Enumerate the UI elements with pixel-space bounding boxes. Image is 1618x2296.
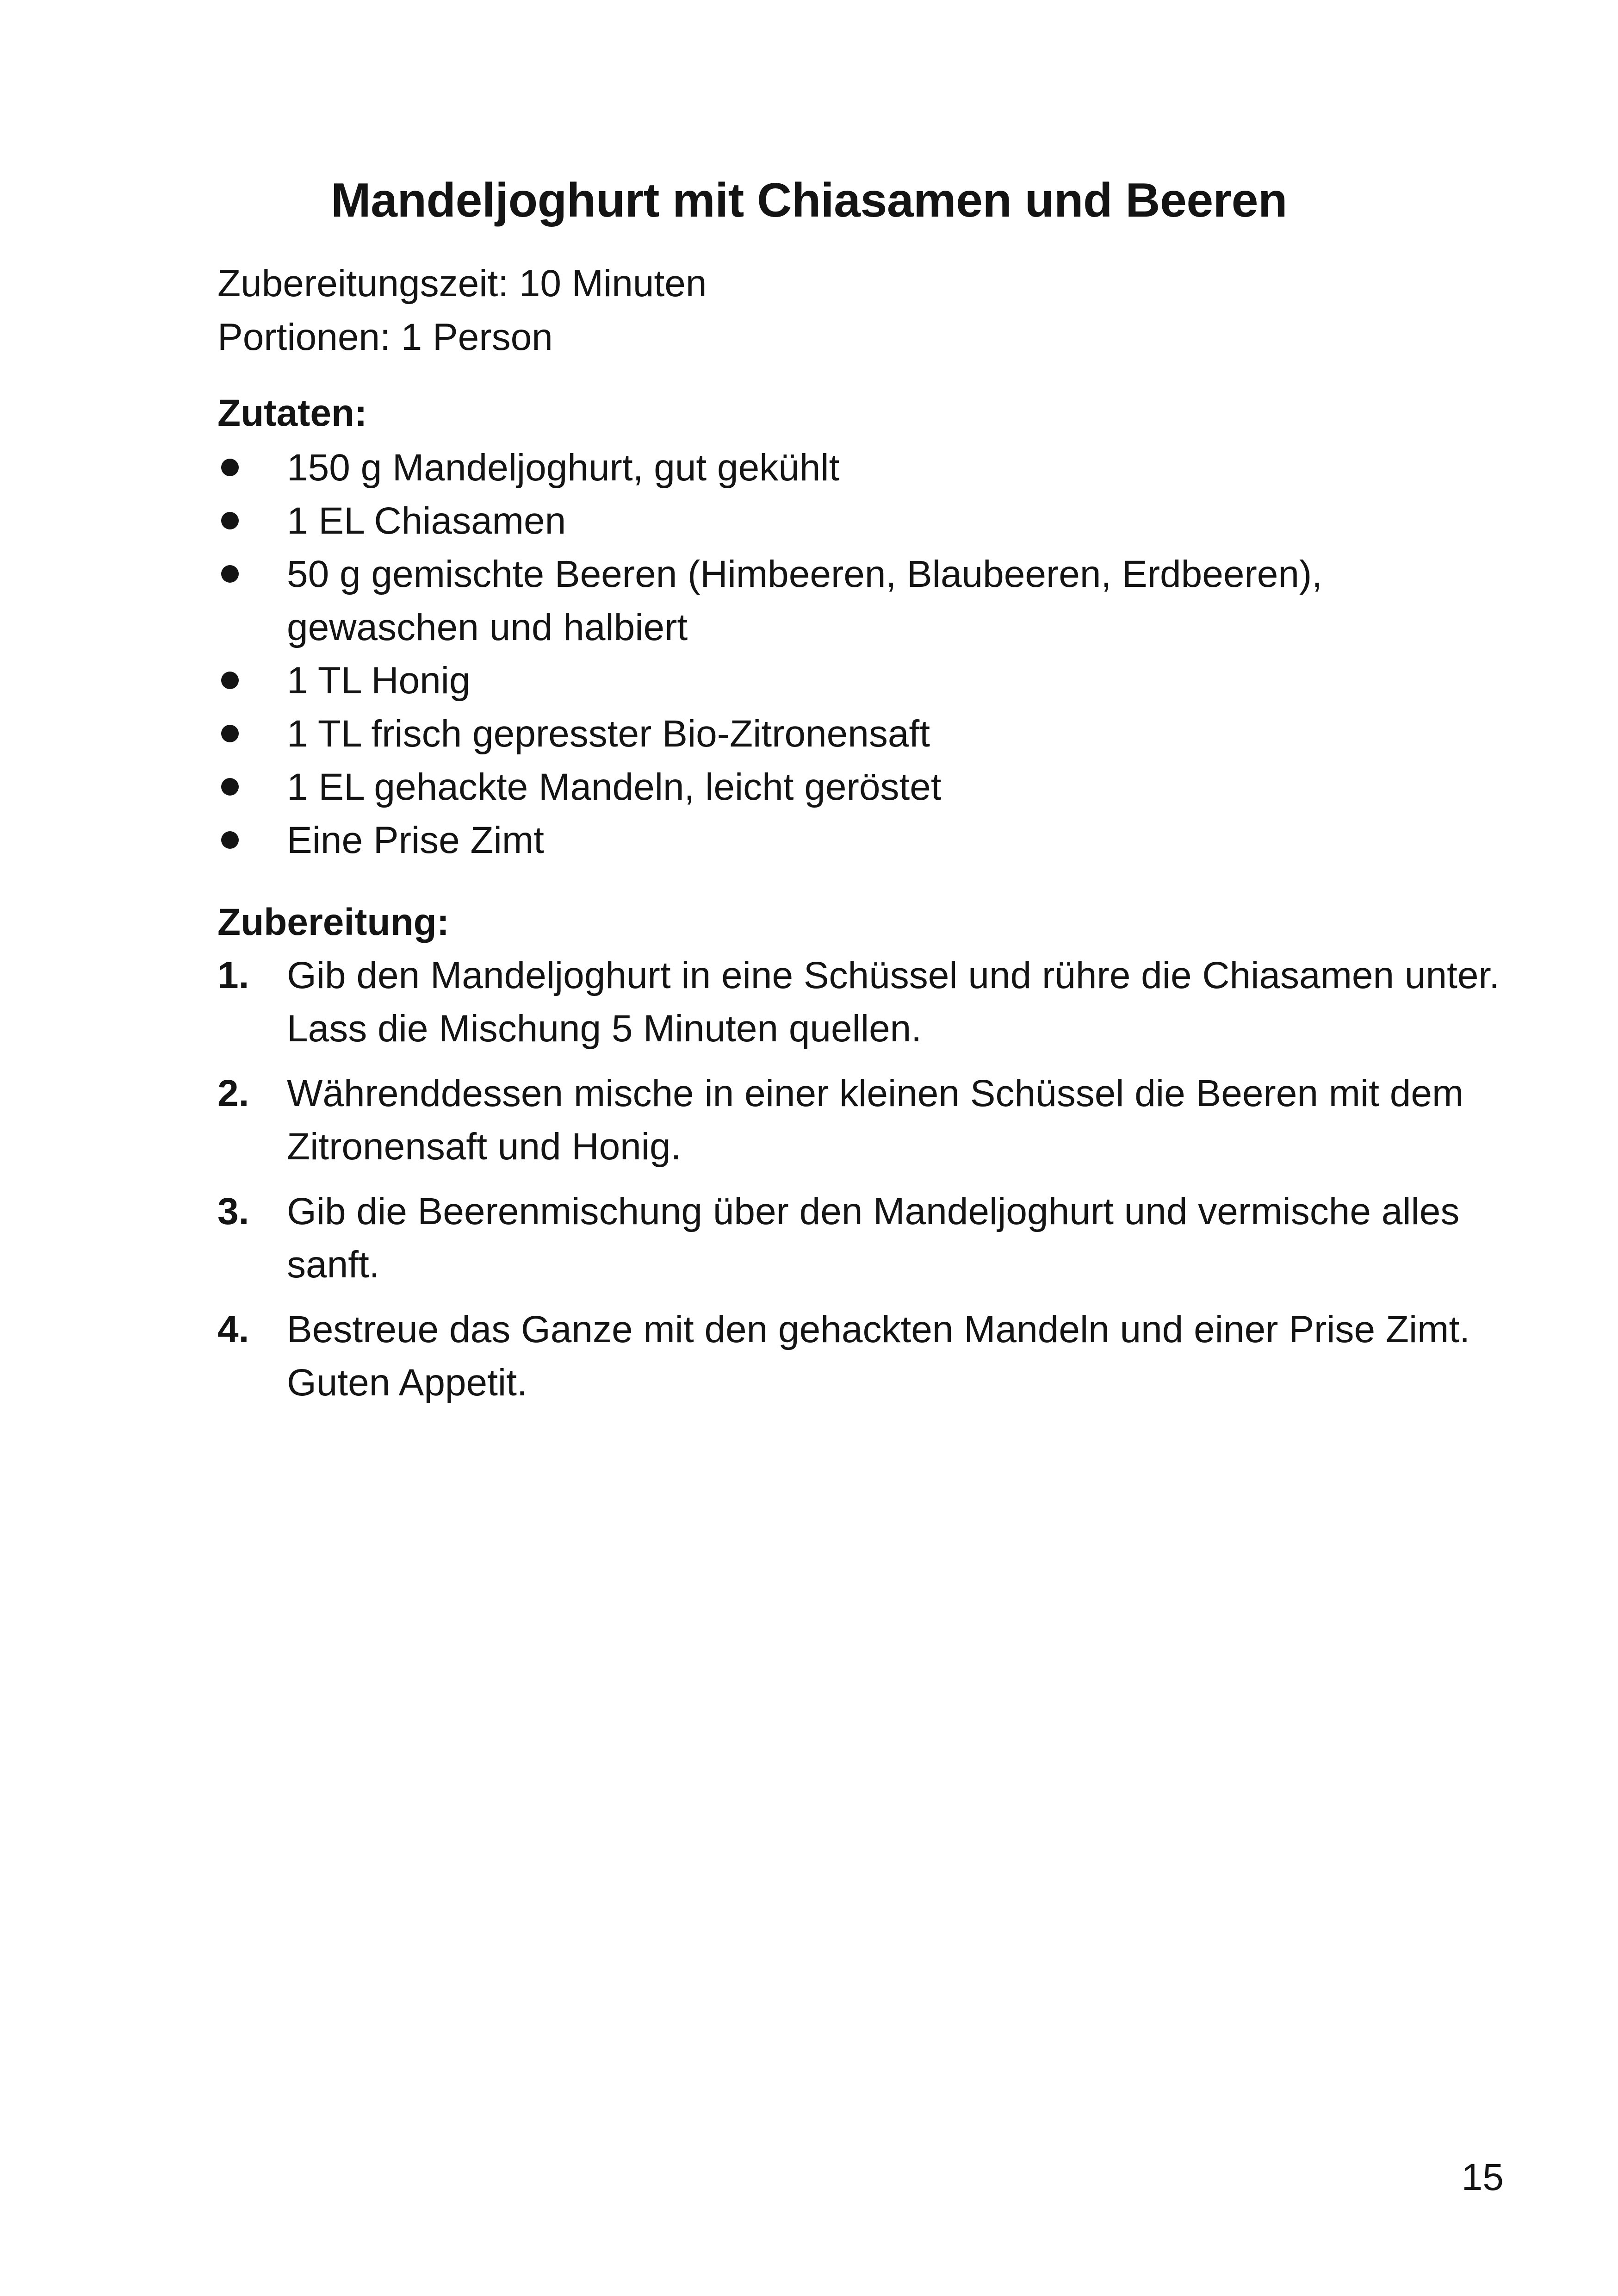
step-item: [217, 1185, 1504, 1291]
bullet-icon: [221, 512, 239, 529]
prep-time: Zubereitungszeit: 10 Minuten: [217, 262, 707, 305]
step-text: Währenddessen mische in einer kleinen Schüssel die Beeren mit dem Zitronensaft und Honig.: [287, 1072, 1464, 1168]
bullet-icon: [221, 459, 239, 476]
ingredient-item: [217, 814, 1504, 867]
ingredients-list: [217, 441, 1504, 867]
step-text: Gib die Beerenmischung über den Mandeljoghurt und vermische alles sanft.: [287, 1190, 1460, 1286]
bullet-icon: [221, 565, 239, 583]
ingredient-text: 1 TL frisch gepresster Bio-Zitronensaft: [287, 713, 930, 755]
step-number: 3.: [217, 1190, 249, 1232]
step-item: [217, 1067, 1504, 1173]
ingredient-item: [217, 548, 1504, 654]
step-text: Bestreue das Ganze mit den gehackten Mandeln und einer Prise Zimt. Guten Appetit.: [287, 1308, 1470, 1404]
steps-list: [217, 949, 1504, 1421]
ingredient-item: [217, 494, 1504, 548]
ingredient-text: 50 g gemischte Beeren (Himbeeren, Blaubeeren, Erdbeeren), gewaschen und halbiert: [287, 553, 1323, 648]
ingredient-item: [217, 441, 1504, 494]
ingredient-text: 1 EL Chiasamen: [287, 500, 566, 542]
step-item: [217, 1303, 1504, 1409]
ingredient-text: Eine Prise Zimt: [287, 819, 544, 861]
page-number: 15: [1461, 2156, 1504, 2198]
recipe-title: Mandeljoghurt mit Chiasamen und Beeren: [330, 174, 1288, 227]
bullet-icon: [221, 778, 239, 796]
step-item: [217, 949, 1504, 1055]
bullet-icon: [221, 672, 239, 689]
step-number: 2.: [217, 1072, 249, 1114]
ingredient-item: [217, 760, 1504, 814]
step-number: 1.: [217, 954, 249, 996]
servings: Portionen: 1 Person: [217, 316, 553, 358]
bullet-icon: [221, 725, 239, 742]
ingredient-text: 150 g Mandeljoghurt, gut gekühlt: [287, 447, 840, 489]
ingredient-item: [217, 654, 1504, 707]
step-text: Gib den Mandeljoghurt in eine Schüssel und rühre die Chiasamen unter. Lass die Mischung 5 Minuten quellen.: [287, 954, 1500, 1050]
steps-heading: Zubereitung:: [217, 901, 450, 943]
ingredient-item: [217, 707, 1504, 760]
ingredients-heading: Zutaten:: [217, 392, 367, 434]
step-number: 4.: [217, 1308, 249, 1350]
ingredient-text: 1 TL Honig: [287, 660, 471, 702]
bullet-icon: [221, 831, 239, 849]
ingredient-text: 1 EL gehackte Mandeln, leicht geröstet: [287, 766, 942, 808]
